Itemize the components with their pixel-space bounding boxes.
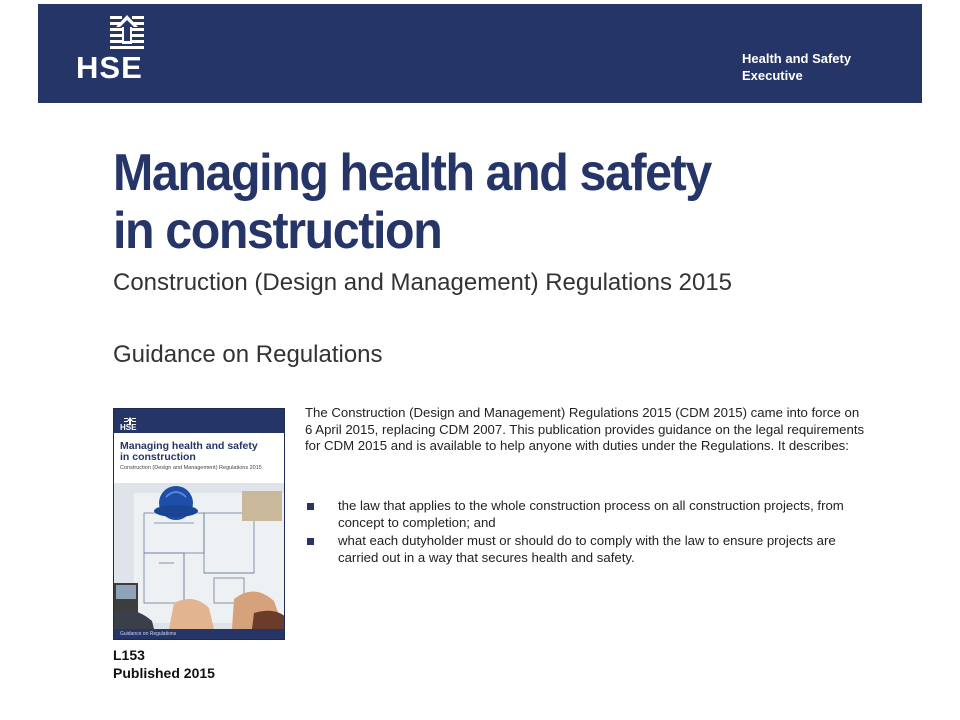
cover-title-line1: Managing health and safety xyxy=(120,440,258,452)
bullet-square-icon xyxy=(307,503,314,510)
cover-title-line2: in construction xyxy=(120,451,196,463)
intro-paragraph: The Construction (Design and Management) Regulations 2015 (CDM 2015) came into force on 6 April 2015, replacing CDM 2007. This publication provides guidance on the legal requirements for CDM 2015 and is available to help anyone with duties under the Regulations. It describes: xyxy=(305,405,865,454)
description-bullet-list xyxy=(305,498,865,568)
list-item xyxy=(305,498,865,531)
cover-thumbnail xyxy=(113,408,285,640)
title-line2: in construction xyxy=(113,202,442,260)
cover-subtitle: Construction (Design and Management) Regulations 2015 xyxy=(120,465,262,471)
hse-emblem-icon xyxy=(76,14,178,52)
org-name-line2: Executive xyxy=(742,68,803,83)
org-name-line1: Health and Safety xyxy=(742,51,852,66)
list-item-text: what each dutyholder must or should do to comply with the law to ensure projects are carried out in a way that secures health and safety. xyxy=(338,533,836,565)
document-subtitle: Construction (Design and Management) Regulations 2015 xyxy=(113,269,733,296)
cover-title xyxy=(120,441,280,463)
hse-logo-text: HSE xyxy=(76,50,143,85)
list-item-text: the law that applies to the whole construction process on all construction projects, from concept to completion; and xyxy=(338,498,844,530)
organisation-name xyxy=(742,50,902,84)
cover-logo-text: HSE xyxy=(120,423,137,432)
guidance-label: Guidance on Regulations xyxy=(113,341,383,368)
title-line1: Managing health and safety xyxy=(113,144,711,202)
cover-photo-blueprints xyxy=(114,483,285,629)
hse-logo xyxy=(76,14,178,85)
document-title xyxy=(113,144,711,260)
cover-title-panel xyxy=(114,433,285,483)
publication-code: L153 xyxy=(113,647,145,663)
bullet-square-icon xyxy=(307,538,314,545)
list-item xyxy=(305,533,865,566)
cover-footer: Guidance on Regulations xyxy=(120,631,177,637)
published-date: Published 2015 xyxy=(113,665,215,681)
